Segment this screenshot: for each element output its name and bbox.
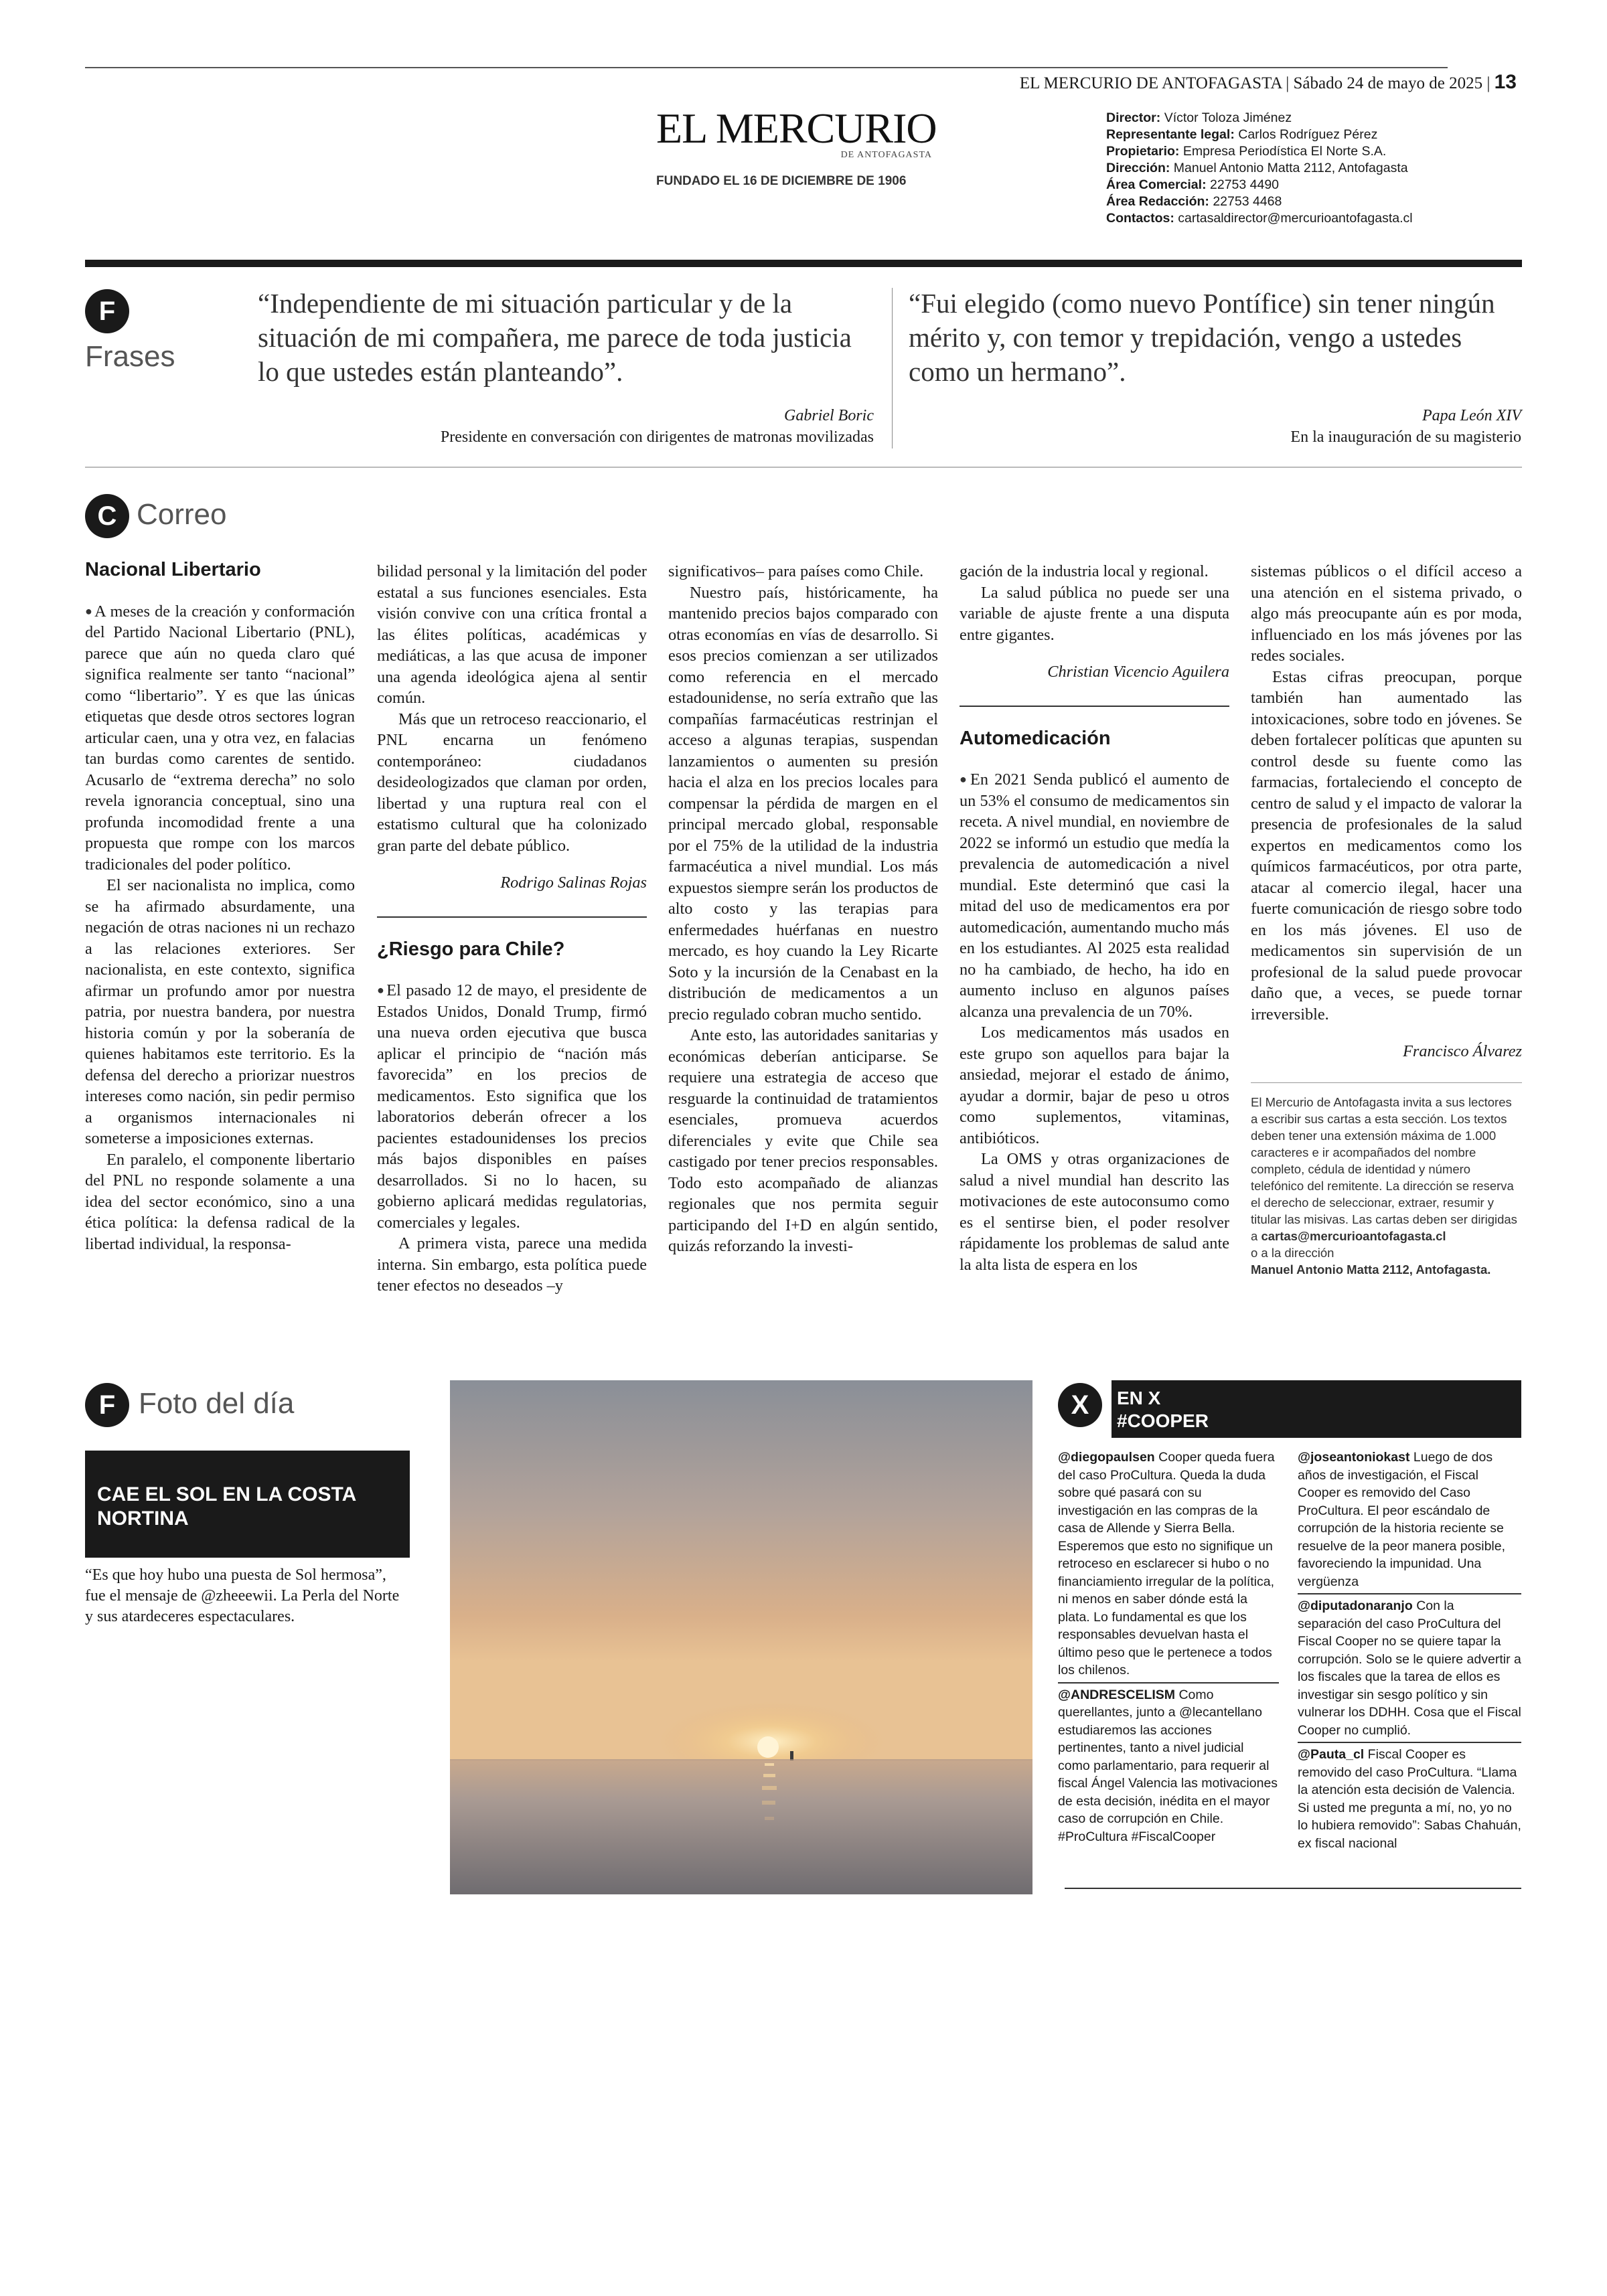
- photo-headline: CAE EL SOL EN LA COSTA NORTINA: [97, 1483, 356, 1530]
- x-bottom-rule: [1065, 1888, 1521, 1889]
- tweet: [1298, 1594, 1521, 1743]
- staff-box: [1106, 110, 1413, 227]
- foto-badge: F: [85, 1383, 129, 1427]
- x-hashtag: #COOPER: [1117, 1410, 1209, 1431]
- tweet-handle[interactable]: @joseantoniokast: [1298, 1450, 1410, 1465]
- letter-paragraph: A primera vista, parece una medida interna. Sin embargo, esta política puede tener efectos no deseados –y: [377, 1234, 647, 1295]
- section-rule: [85, 260, 1522, 267]
- letter-separator: [377, 916, 647, 918]
- tweet-handle[interactable]: @diegopaulsen: [1058, 1450, 1155, 1465]
- letter-paragraph: La OMS y otras organizaciones de salud a nivel mundial han descrito las motivaciones de este autoconsumo como es el sentirse bien, el poder resolver rápidamente los problemas de salud ante la alta lista de espera en los: [960, 1150, 1229, 1274]
- sunset-sea-image: [450, 1380, 1032, 1894]
- letter-paragraph: Nuestro país, históricamente, ha mantenido precios bajos comparado con otras economías en vías de desarrollo. Si esos precios comienzan a ser utilizados como referencia en el mercado estadounidense, no sería extraño que las compañías farmacéuticas restrinjan el acceso a algunas terapias, suspendan lanzamientos o aumenten su presión hacia el alza en los precios locales para compensar la pérdida de margen en el principal mercado global, responsable por el 75% de la utilidad de la industria farmacéutica a nivel mundial. Los más expuestos siempre serán los productos de alto costo y las terapias para enfermedades huérfanas en nuestro mercado, es hoy cuando la Ley Ricarte Soto y la incursión de la Cenabast en la distribución de medicamentos a un precio regulado cobran mucho sentido.: [668, 583, 938, 1023]
- letter-paragraph: La salud pública no puede ser una variable de ajuste frente a una disputa entre gigantes.: [960, 583, 1229, 644]
- quote-1: “Independiente de mi situación particular y de la situación de mi compañera, me parece de toda justicia lo que ustedes están planteando”.: [258, 288, 852, 387]
- letter-signature: Christian Vicencio Aguilera: [1047, 663, 1229, 681]
- tweet-text: Luego de dos años de investigación, el Fiscal Cooper es removido del Caso ProCultura. El peor escándalo de corrupción de la historia reciente se resuelve de la peor manera posible, favoreciendo la impunidad. Una vergüenza: [1298, 1450, 1506, 1589]
- tweet-text: Con la separación del caso ProCultura del Fiscal Cooper no se quiere tapar la corrupción. Solo se le quiere advertir a los fiscales que la tarea de ellos es investigar sin sesgo político y sin vulnerar los DDHH. Cosa que el Fiscal Cooper no cumplió.: [1298, 1598, 1521, 1738]
- photo-of-the-day[interactable]: [450, 1380, 1032, 1894]
- foto-title: Foto del día: [139, 1387, 295, 1420]
- letter-headline: Nacional Libertario: [85, 559, 261, 580]
- letter-signature: Rodrigo Salinas Rojas: [500, 874, 647, 892]
- frases-title: Frases: [85, 340, 175, 373]
- letter-paragraph: ● En 2021 Senda publicó el aumento de un 53% el consumo de medicamentos sin receta. A nivel mundial, en noviembre de 2022 se informó un estudio que medía la prevalencia de automedicación a nivel mundial. Este determinó que casi la mitad del uso de medicamentos era por automedicación, aumentando mucho más en los estudiantes. Al 2025 esta realidad no ha cambiado, de hecho, ha ido en aumento incluso en algunos países alcanza una prevalencia de un 70%.: [960, 769, 1229, 1022]
- masthead: [656, 104, 937, 189]
- quote-2-role: En la inauguración de su magisterio: [1290, 428, 1521, 446]
- photo-caption: “Es que hoy hubo una puesta de Sol hermosa”, fue el mensaje de @zheeewii. La Perla del Norte y sus atardeceres espectaculares.: [85, 1566, 400, 1625]
- letter-paragraph: significativos– para países como Chile.: [668, 562, 924, 580]
- tweet-text: Fiscal Cooper es removido del caso ProCultura. “Llama la atención esta decisión de Valencia. Si usted me pregunta a mí, no, yo no lo hubiera removido”: Sabas Chahuán, ex fiscal nacional: [1298, 1747, 1521, 1851]
- frases-badge: F: [85, 289, 129, 333]
- folio-text: EL MERCURIO DE ANTOFAGASTA | Sábado 24 de mayo de 2025 |: [1019, 74, 1490, 92]
- tweet: [1298, 1446, 1521, 1594]
- tweet-handle[interactable]: @ANDRESCELISM: [1058, 1687, 1176, 1702]
- correo-column-4: [960, 561, 1229, 1275]
- x-column-1: [1058, 1446, 1279, 1848]
- quote-2: “Fui elegido (como nuevo Pontífice) sin tener ningún mérito y, con temor y trepidación, vengo a ustedes como un hermano”.: [909, 288, 1495, 387]
- letter-paragraph: ● El pasado 12 de mayo, el presidente de Estados Unidos, Donald Trump, firmó una nueva orden ejecutiva que busca aplicar el principio de “nación más favorecida” en los precios de medicamentos. Esto significa que los laboratorios deberán ofrecer a los pacientes estadounidenses los precios más bajos disponibles en países desarrollados. Si no lo hacen, su gobierno aplicará medidas regulatorias, comerciales y legales.: [377, 980, 647, 1233]
- x-column-2: [1298, 1446, 1521, 1855]
- letter-paragraph: Ante esto, las autoridades sanitarias y económicas deberían anticiparse. Se requiere una estrategia de acceso que resguarde la continuidad de tratamientos esenciales, promueva acuerdos diferenciales y evite que Chile sea castigado por tener precios responsables. Todo esto acompañado de alianzas regionales que nos permita seguir participando del I+D en algún sentido, quizás reforzando la investi-: [668, 1026, 938, 1255]
- staff-row: Contactos: cartasaldirector@mercurioantofagasta.cl: [1106, 211, 1413, 226]
- letter-paragraph: gación de la industria local y regional.: [960, 562, 1209, 580]
- letter-paragraph: sistemas públicos o el difícil acceso a una atención en el sistema privado, o algo más preocupante aún es por moda, influenciado en los más jóvenes por las redes sociales.: [1251, 562, 1522, 665]
- correo-badge: C: [85, 494, 129, 538]
- top-rule: [85, 67, 1448, 68]
- correo-column-5: [1251, 561, 1522, 1278]
- submission-note: El Mercurio de Antofagasta invita a sus lectores a escribir sus cartas a esta sección. Los textos deben tener una extensión máxima de 1.000 caracteres e ir acompañados del nombre completo, cédula de identidad y número telefónico del remitente. La dirección se reserva el derecho de seleccionar, extraer, resumir y titular las misivas. Las cartas deben ser dirigidas a cartas@mercurioantofagasta.cl o a la dirección Manuel Antonio Matta 2112, Antofagasta.: [1251, 1094, 1517, 1277]
- tweet: [1298, 1743, 1521, 1855]
- correo-column-1: [85, 560, 355, 1254]
- frases-bottom-rule: [85, 467, 1522, 468]
- x-title: EN X: [1117, 1388, 1161, 1408]
- founded-line: FUNDADO EL 16 DE DICIEMBRE DE 1906: [656, 174, 907, 188]
- photo-headline-box: [85, 1451, 410, 1558]
- tweet-text: Como querellantes, junto a @lecantellano estudiaremos las acciones pertinentes, tanto a nivel judicial como parlamentario, para requerir al fiscal Ángel Valencia las motivaciones de esta decisión, inédita en el mayor caso de corrupción en Chile. #ProCultura #FiscalCooper: [1058, 1687, 1278, 1844]
- letter-paragraph: Más que un retroceso reaccionario, el PNL encarna un fenómeno contemporáneo: ciudadanos desideologizados que claman por orden, libertad y una ruptura real con el estatismo cultural que ha colonizado gran parte del debate público.: [377, 710, 647, 855]
- letter-separator: [960, 706, 1229, 707]
- correo-title: Correo: [137, 498, 227, 531]
- contact-email[interactable]: cartasaldirector@mercurioantofagasta.cl: [1178, 211, 1413, 226]
- tweet-text: Cooper queda fuera del caso ProCultura. Queda la duda sobre qué pasará con su investigación en las compras de la casa de Allende y Sierra Bella. Esperemos que esto no signifique un retroceso en esclarecer si hubo o no financiamiento irregular de la política, ni menos en saber dónde está la plata. Lo fundamental es que los responsables devuelvan hasta el último peso que le pertenece a todos los chilenos.: [1058, 1450, 1275, 1677]
- letter-headline: Automedicación: [960, 727, 1111, 749]
- quote-divider: [892, 288, 893, 448]
- staff-row: Área Redacción: 22753 4468: [1106, 194, 1282, 209]
- x-badge: X: [1058, 1383, 1102, 1427]
- letter-paragraph: Los medicamentos más usados en este grupo son aquellos para bajar la ansiedad, mejorar el estado de ánimo, ayudar a dormir, bajar de peso u otros como suplementos, vitaminas, antibióticos.: [960, 1023, 1229, 1147]
- letter-paragraph: El ser nacionalista no implica, como se ha afirmado absurdamente, una negación de otras naciones ni un rechazo a las relaciones exteriores. Ser nacionalista, en este contexto, significa afirmar un profundo amor por nuestra patria, por nuestra bandera, por nuestra historia común y por la soberanía de quienes habitamos este territorio. Es la defensa del derecho a priorizar nuestros intereses como nación, sin pedir permiso a organismos internacionales ni someterse a imposiciones externas.: [85, 876, 355, 1147]
- x-header: [1112, 1380, 1521, 1438]
- quote-1-author: Gabriel Boric: [784, 407, 874, 424]
- note-rule: [1251, 1082, 1522, 1083]
- tweet-handle[interactable]: @diputadonaranjo: [1298, 1598, 1413, 1613]
- masthead-logo: EL MERCURIO: [656, 104, 937, 152]
- letter-paragraph: bilidad personal y la limitación del poder estatal a sus funciones esenciales. Esta visión convive con una crítica frontal a las élites políticas, académicas y mediáticas, a las que acusa de imponer una agenda ideológica ajena al sentir común.: [377, 562, 647, 707]
- letter-paragraph: ● A meses de la creación y conformación del Partido Nacional Libertario (PNL), parece que aún no queda claro qué significa realmente ser tanto “nacional” como “libertario”. Y es que las únicas etiquetas que desde otros sectores logran articular caen, una y otra vez, en falacias tan burdas como carentes de sentido. Acusarlo de “extrema derecha” no solo revela ignorancia conceptual, sino una profunda incomodidad frente a una propuesta que rompe con los marcos tradicionales del poder político.: [85, 601, 355, 876]
- tweet: [1058, 1684, 1279, 1849]
- staff-row: Dirección: Manuel Antonio Matta 2112, Antofagasta: [1106, 161, 1408, 175]
- tweet-handle[interactable]: @Pauta_cl: [1298, 1747, 1365, 1762]
- letter-headline: ¿Riesgo para Chile?: [377, 938, 565, 960]
- tweet: [1058, 1446, 1279, 1684]
- letter-paragraph: Estas cifras preocupan, porque también han aumentado las intoxicaciones, sobre todo en jóvenes. Se deben fortalecer políticas que apunten su control desde su fuente como las farmacias, fortaleciendo el concepto de centro de salud y el impacto de valorar la presencia de profesionales de la salud expertos en medicamentos como los químicos farmacéuticos, por otra parte, atacar al comercio ilegal, hacer una fuerte comunicación de riesgo sobre todo en los más jóvenes. El uso de medicamentos sin supervisión de un profesional de la salud puede provocar daño que, a veces, se puede tornar irreversible.: [1251, 667, 1522, 1023]
- masthead-logo-sub: DE ANTOFAGASTA: [840, 150, 932, 160]
- folio: [1020, 71, 1517, 94]
- quote-1-role: Presidente en conversación con dirigentes de matronas movilizadas: [440, 428, 874, 446]
- submission-email[interactable]: cartas@mercurioantofagasta.cl: [1261, 1228, 1446, 1243]
- staff-row: Representante legal: Carlos Rodríguez Pérez: [1106, 127, 1378, 142]
- correo-column-2: [377, 561, 647, 1297]
- staff-row: Área Comercial: 22753 4490: [1106, 177, 1280, 192]
- correo-column-3: [668, 561, 938, 1257]
- page-number: 13: [1494, 71, 1517, 93]
- staff-row: Propietario: Empresa Periodística El Norte S.A.: [1106, 144, 1387, 159]
- quote-2-author: Papa León XIV: [1422, 407, 1521, 424]
- submission-address: Manuel Antonio Matta 2112, Antofagasta.: [1251, 1262, 1491, 1277]
- letter-signature: Francisco Álvarez: [1403, 1042, 1522, 1060]
- letter-paragraph: En paralelo, el componente libertario del PNL no responde solamente a una idea del sector económico, sino a una ética política: la defensa radical de la libertad individual, la responsa-: [85, 1150, 355, 1253]
- staff-row: Director: Víctor Toloza Jiménez: [1106, 110, 1292, 125]
